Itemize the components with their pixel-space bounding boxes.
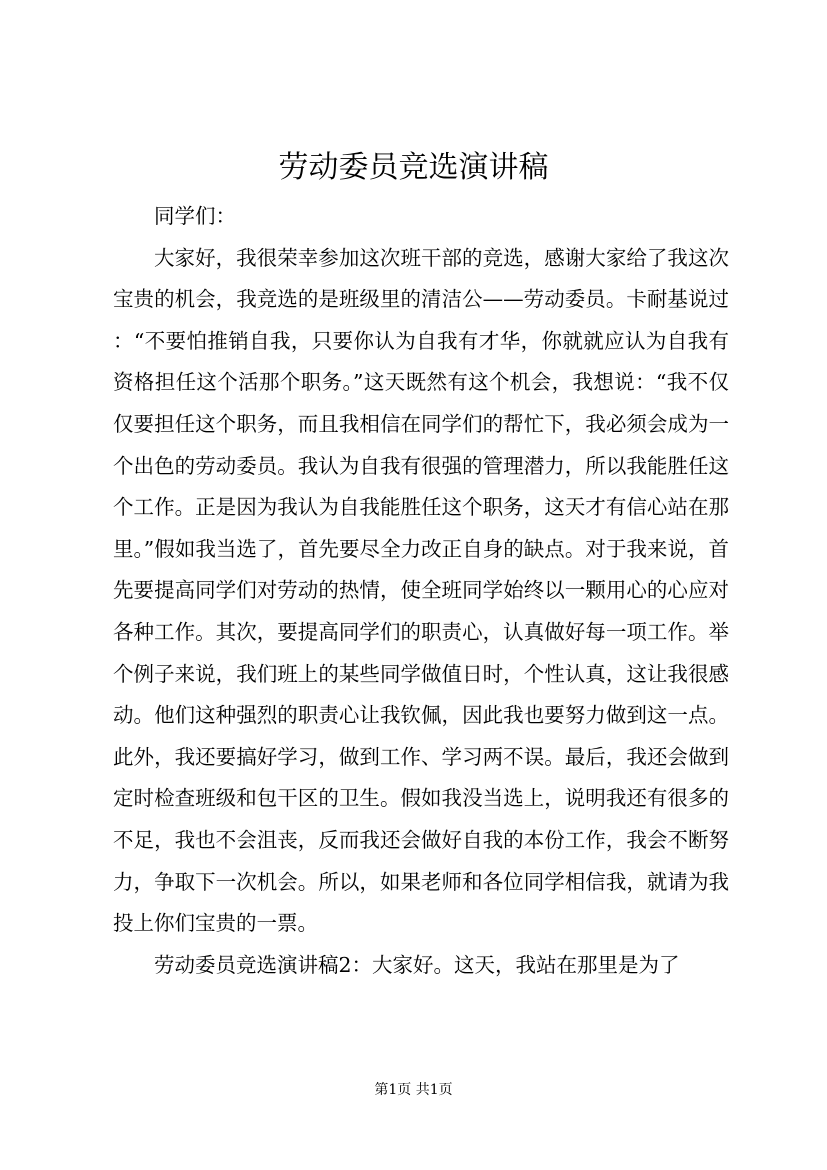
document-title: 劳动委员竞选演讲稿 — [278, 150, 549, 185]
page-number-footer: 第1页 共1页 — [374, 1082, 453, 1098]
body-paragraph: 劳动委员竞选演讲稿2：大家好。这天，我站在那里是为了 — [154, 952, 680, 977]
document-body — [113, 196, 729, 986]
salutation-paragraph: 同学们： — [154, 204, 236, 228]
body-paragraph: 大家好，我很荣幸参加这次班干部的竞选，感谢大家给了我这次宝贵的机会，我竞选的是班级里的清洁公——劳动委员。卡耐基说过：“不要怕推销自我，只要你认为自我有才华，你就就应认为自我有资格担任这个活那个职务。”这天既然有这个机会，我想说：“我不仅仅要担任这个职务，而且我相信在同学们的帮忙下，我必须会成为一个出色的劳动委员。我认为自我有很强的管理潜力，所以我能胜任这个工作。正是因为我认为自我能胜任这个职务，这天才有信心站在那里。”假如我当选了，首先要尽全力改正自身的缺点。对于我来说，首先要提高同学们对劳动的热情，使全班同学始终以一颗用心的心应对各种工作。其次，要提高同学们的职责心，认真做好每一项工作。举个例子来说，我们班上的某些同学做值日时，个性认真，这让我很感动。他们这种强烈的职责心让我钦佩，因此我也要努力做到这一点。此外，我还要搞好学习，做到工作、学习两不误。最后，我还会做到定时检查班级和包干区的卫生。假如我没当选上，说明我还有很多的不足，我也不会沮丧，反而我还会做好自我的本份工作，我会不断努力，争取下一次机会。所以，如果老师和各位同学相信我，就请为我投上你们宝贵的一票。 — [113, 245, 729, 936]
